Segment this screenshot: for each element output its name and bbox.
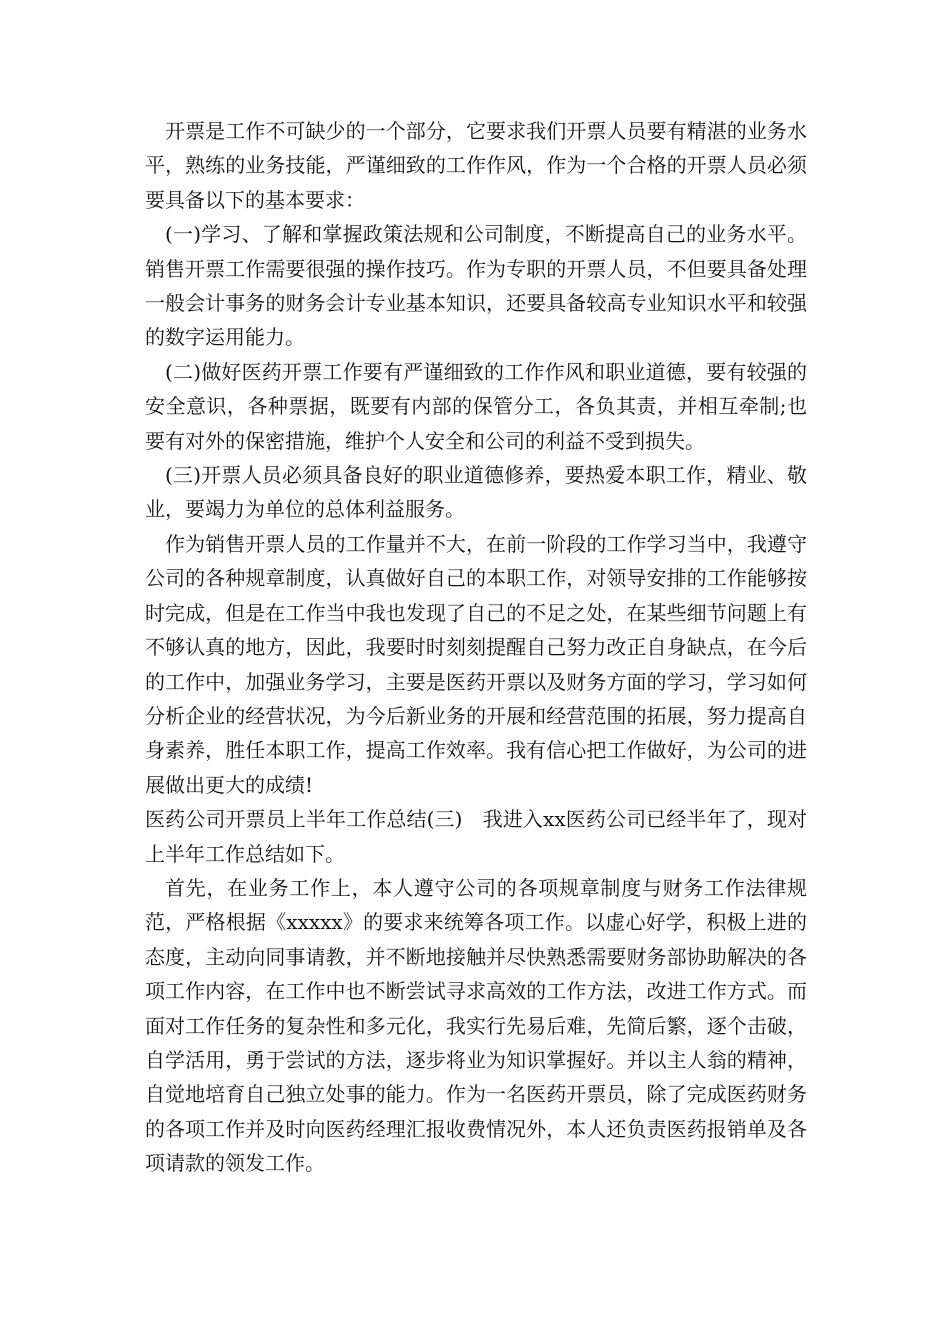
- paragraph-requirement-2: (二)做好医药开票工作要有严谨细致的工作作风和职业道德，要有较强的安全意识，各种票据，既要有内部的保管分工，各负其责，并相互牵制;也要有对外的保密措施，维护个人安全和公司的利益不受到损失。: [145, 359, 807, 453]
- paragraph-self-review: 作为销售开票人员的工作量并不大，在前一阶段的工作学习当中，我遵守公司的各种规章制度，认真做好自己的本职工作，对领导安排的工作能够按时完成，但是在工作当中我也发现了自己的不足之处，在某些细节问题上有不够认真的地方，因此，我要时时刻刻提醒自己努力改正自身缺点，在今后的工作中，加强业务学习，主要是医药开票以及财务方面的学习，学习如何分析企业的经营状况，为今后新业务的开展和经营范围的拓展，努力提高自身素养，胜任本职工作，提高工作效率。我有信心把工作做好，为公司的进展做出更大的成绩!: [145, 531, 807, 797]
- paragraph-work-summary: 首先，在业务工作上，本人遵守公司的各项规章制度与财务工作法律规范，严格根据《xxxxx》的要求来统筹各项工作。以虚心好学，积极上进的态度，主动向同事请教，并不断地接触并尽快熟悉需要财务部协助解决的各项工作内容，在工作中也不断尝试寻求高效的工作方法，改进工作方式。而面对工作任务的复杂性和多元化，我实行先易后难，先简后繁，逐个击破，自学活用，勇于尝试的方法，逐步将业为知识掌握好。并以主人翁的精神，自觉地培育自己独立处事的能力。作为一名医药开票员，除了完成医药财务的各项工作并及时向医药经理汇报收费情况外，本人还负责医药报销单及各项请款的领发工作。: [145, 875, 807, 1176]
- paragraph-intro: 开票是工作不可缺少的一个部分，它要求我们开票人员要有精湛的业务水平，熟练的业务技能，严谨细致的工作作风，作为一个合格的开票人员必须要具备以下的基本要求：: [145, 119, 807, 212]
- document-body: [145, 114, 807, 1181]
- paragraph-section-heading: 医药公司开票员上半年工作总结(三) 我进入xx医药公司已经半年了，现对上半年工作总结如下。: [145, 807, 807, 866]
- paragraph-requirement-3: (三)开票人员必须具备良好的职业道德修养，要热爱本职工作，精业、敬业，要竭力为单位的总体利益服务。: [145, 463, 807, 522]
- paragraph-requirement-1: (一)学习、了解和掌握政策法规和公司制度，不断提高自己的业务水平。销售开票工作需要很强的操作技巧。作为专职的开票人员，不但要具备处理一般会计事务的财务会计专业基本知识，还要具备较高专业知识水平和较强的数字运用能力。: [145, 222, 807, 350]
